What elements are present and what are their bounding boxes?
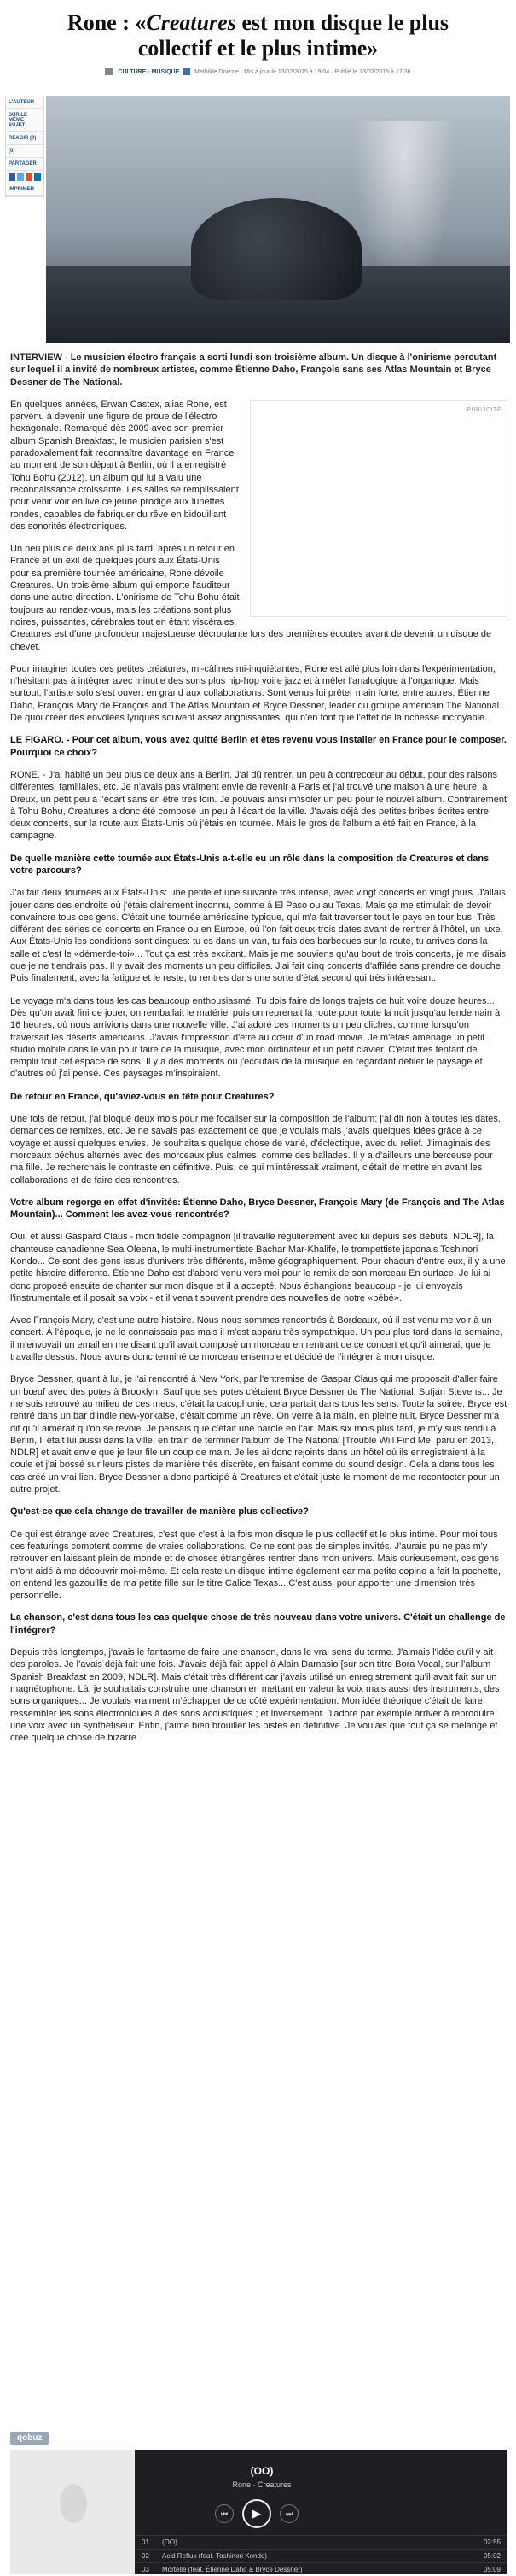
question-5: Qu'est-ce que cela change de travailler de manière plus collective?: [10, 1507, 309, 1518]
answer-3: Une fois de retour, j'ai bloqué deux mois pour me focaliser sur la composition de l'album: j'ai dit non à toutes les dates, demandes de remixes, etc. Je ne savais pas exactement ce que je voulais mais j'avais quelques idées grâce à ce voyage et aussi quelques envies. Je souhaitais quelque chose de varié, d'éclectique, avec du relief. J'imaginais des morceaux péchus alternés avec des morceaux plus calmes, comme des ballades. Il y a d'ailleurs une berceuse pour ma fille. Je recherchais le contraste en définitive. Puis, ce qui m'intéressait vraiment, c'était de mettre en avant les collaborations et de faire des rencontres.: [10, 1114, 501, 1186]
album-cover: [10, 2450, 135, 2574]
answer-5: Ce qui est étrange avec Creatures, c'est que c'est à la fois mon disque le plus collectif et le plus intime. Pour moi tous ces featurings comptent comme de vraies collaborations. Ce ne sont pas de simples invités. J'aurais pu ne pas m'y retrouver en laissant plein de monde et de choses étrangères rentrer dans mon univers. Mais curieusement, ces gens m'ont aidé à me découvrir moi-même. Et cela reste un disque intime également car ma petite copine a fait la pochette, on entend les gazouillis de ma petite fille sur le titre Calice Texas... C'est aussi pour apporter une dimension très personnelle.: [10, 1529, 502, 1601]
home-icon[interactable]: [105, 68, 113, 75]
previous-icon[interactable]: ⏮: [215, 2504, 234, 2523]
player-artist: Rone · Creatures: [232, 2480, 292, 2489]
question-6: La chanson, c'est dans tous les cas quelque chose de très nouveau dans votre univers. C'était un challenge de l'intégrer?: [10, 1612, 506, 1635]
player-controls: [215, 2499, 299, 2528]
music-player-widget: [10, 2429, 507, 2574]
play-icon[interactable]: ▶: [242, 2499, 271, 2528]
question-1: LE FIGARO. - Pour cet album, vous avez quitté Berlin et êtes revenu vous installer en France pour le composer. Pourquoi ce choix?: [10, 735, 507, 758]
question-3: De retour en France, qu'aviez-vous en tête pour Creatures?: [10, 1091, 275, 1102]
question-4: Votre album regorge en effet d'invités: Étienne Daho, Bryce Dessner, François Mary (de François and The Atlas Mountain)... Comment les avez-vous rencontrés?: [10, 1197, 505, 1221]
article: [0, 0, 516, 79]
ad-box: [250, 400, 507, 617]
crumb-culture[interactable]: CULTURE: [118, 68, 147, 75]
article-body: [10, 352, 507, 1754]
para-1: En quelques années, Erwan Castex, alias Rone, est parvenu à devenir une figure de proue de l'électro hexagonale. Remarqué dès 2009 avec son premier album Spanish Breakfast, le musicien parisien s'est paradoxalement fait reconnaître davantage en France au moment de son départ à Berlin, où il a enregistré Tohu Bohu (2012), un album qui lui a valu une reconnaissance croissante. Les salles se remplissaient pour venir voir en live ce jeune prodige aux lunettes rondes, capables de fabriquer du rêve en bidouillant des sonorités électroniques.: [10, 399, 239, 532]
track-row[interactable]: 03 Mortelle (feat. Étienne Daho & Bryce Dessner) 05:09: [135, 2562, 507, 2576]
answer-4b: Avec François Mary, c'est une autre histoire. Nous nous sommes rencontrés à Bordeaux, où il est venu me voir à un concert. À l'époque, je ne le connaissais pas mais il m'est apparu très sympathique. Un peu plus tard dans la semaine, il m'envoyait un email en me disant qu'il avait composé un morceau en rentrant de ce concert et qu'il aimerait que je travaille dessus. Nous avons donc terminé ce morceau ensemble et décidé de l'intégrer à mon disque.: [10, 1315, 503, 1363]
sidebar-reagir[interactable]: RÉAGIR (0): [6, 132, 43, 145]
twitter-icon[interactable]: [17, 173, 24, 181]
photo-subject: [191, 198, 362, 300]
sidebar-partager: PARTAGER: [6, 158, 43, 171]
qobuz-logo[interactable]: qobuz: [10, 2432, 49, 2445]
answer-4c: Bryce Dessner, quant à lui, je l'ai rencontré à New York, par l'entremise de Gaspar Claus qui me proposait d'aller faire un bœuf avec des potes à Brooklyn. Sauf que ses potes c'étaient Bryce Dessner de The National, Sufjan Stevens... Je me suis retrouvé au milieu de ces mecs, c'était la cacophonie, cela partait dans tous les sens. Toute la soirée, Bryce est rentré dans un bar d'Indie new-yorkaise, c'était comme un rêve. On verre à la main, en pleine nuit, Bryce Dessner m'a dit qu'il aimerait qu'on se revoie. Je pensais que c'était une parole en l'air. Mais six mois plus tard, je m'y suis rendu à Berlin, Il était lui aussi dans la ville, en train de terminer l'album de The National [Trouble Will Find Me, paru en 2013, NDLR] et avait envie que je leur file un coup de main. Je les ai donc rejoints dans un hôtel où ils enregistraient à la coule et j'ai bossé sur leurs pistes de manière très discrète, en faisant comme du sound design. Cela a dans tous les cas créé un vrai lien. Bryce Dessner a donc participé à Creatures et c'était juste le moment de me recontacter pour un autre projet.: [10, 1374, 507, 1495]
breadcrumb: CULTURE › MUSIQUE Mathilde Doiezie · Mis à jour le 13/02/2015 à 19:04 · Publié le 13/02/2015 à 17:36: [0, 67, 516, 79]
sidebar-auteur[interactable]: L'AUTEUR: [6, 96, 43, 109]
answer-6: Depuis très longtemps, j'avais le fantasme de faire une chanson, dans le vrai sens du terme. J'aimais l'idée qu'il y ait des paroles. Je l'avais déjà fait une fois. J'avais déjà fait appel à Alain Damasio [sur son titre Bora Vocal, sur l'album Spanish Breakfast en 2009, NDLR]. Mais c'était très différent car j'avais utilisé un enregistrement qu'il avait fait sur un magnétophone. Là, je souhaitais construire une chanson en mettant en valeur la voix mais aussi des instruments, des sons organiques... Je voulais vraiment m'échapper de ce côté expérimentation. Mon idée théorique c'était de faire ressembler les sons électroniques à des sons acoustiques ; et inversement. J'adore par exemple arriver à reproduire une voix avec un synthétiseur. Enfin, j'aime bien brouiller les pistes en définitive. Je voulais que tout ça se mélange et crée quelque chose de bizarre.: [10, 1647, 500, 1744]
track-list: [135, 2535, 507, 2576]
linkedin-icon[interactable]: [34, 173, 41, 181]
facebook-icon[interactable]: [9, 173, 15, 181]
sidebar: [5, 96, 44, 197]
sidebar-imprimer[interactable]: IMPRIMER: [6, 184, 43, 196]
share-icons: [6, 171, 43, 184]
player: [10, 2450, 507, 2574]
page-title: Rone : «Creatures est mon disque le plus collectif et le plus intime»: [67, 10, 449, 61]
crumb-musique[interactable]: MUSIQUE: [151, 68, 180, 75]
lead: INTERVIEW - Le musicien électro français a sorti lundi son troisième album. Un disque à l'onirisme percutant sur lequel il a invité de nombreux artistes, comme Étienne Daho, François sans ses Atlas Mountain et Bryce Dessner de The National.: [10, 353, 497, 388]
sidebar-sujet[interactable]: SUR LE MÊME SUJET: [6, 109, 43, 132]
ad-label: PUBLICITÉ: [467, 406, 502, 413]
author-icon: [183, 68, 190, 75]
sidebar-vous[interactable]: (0): [6, 145, 43, 158]
hero-photo: [46, 96, 510, 343]
track-row[interactable]: 01 (OO) 02:55: [135, 2535, 507, 2549]
player-title: (OO): [250, 2465, 274, 2477]
next-icon[interactable]: ⏭: [280, 2504, 299, 2523]
para-2: Un peu plus de deux ans plus tard, après un retour en France et un exil de quelques jours aux États-Unis pour sa première tournée américaine, Rone dévoile Creatures. Un troisième album qui emporte l'auditeur dans une autre direction. L'onirisme de Tohu Bohu était toujours au rendez-vous, mais les créations sont plus noires, puissantes, cérébrales tout en étant viscérales. Creatures est d'une profondeur majestueuse décroutante lors des premières écoutes avant de devenir un disque de chevet.: [10, 544, 492, 652]
cover-art: [60, 2484, 87, 2523]
track-row[interactable]: 02 Acid Reflux (feat. Toshinori Kondo) 05:02: [135, 2549, 507, 2562]
answer-2b: Le voyage m'a dans tous les cas beaucoup enthousiasmé. Tu dois faire de longs trajets de huit voire douze heures... Dès qu'on avait fini de jouer, on remballait le matériel puis on reprenait la route pour toute la nuit jusqu'au lendemain à 16 heures, où nous arrivions dans une nouvelle ville. J'ai adoré ces moments un peu clichés, comme lorsqu'on traversait les déserts américains. J'avais l'impression d'être au cœur d'un road movie. Je m'étais aménagé un petit studio mobile dans le van pour faire de la musique, avec mon ordinateur et un petit clavier. C'était très tentant de remplir tout cet espace de sons. Il y a des moments où j'écoutais de la musique en regardant défiler le paysage et d'autres où j'ai pensé. Ces paysages m'inspiraient.: [10, 995, 501, 1080]
answer-2: J'ai fait deux tournées aux États-Unis: une petite et une suivante très intense, avec vingt concerts en vingt jours. J'allais jouer dans des endroits où j'étais clairement inconnu, comme à El Paso ou au Texas. Mais ça me stimulait de devoir convaincre tous ces gens. C'était une tournée américaine typique, qui m'a fait traverser tout le pays en tour bus. Très différent des séries de concerts en France ou en Europe, où l'on fait deux-trois dates avant de rentrer à l'hôtel, un luxe. Aux États-Unis les conditions sont dingues: tu es dans un van, tu fais des barbecues sur la route, tu arrives dans la salle et c'est le «démerde-toi»... Tout ça est très excitant. Mais je me souviens qu'au bout de trois concerts, je me disais que je ne tiendrais pas. Il y avait des moments un peu difficiles. J'ai fait cinq concerts d'affilée sans prendre de douche. Puis finalement, avec la fatigue et le reste, tu rentres dans une sorte d'état second qui très intéressant.: [10, 888, 507, 984]
dates: Mis à jour le 13/02/2015 à 19:04 · Publié le 13/02/2015 à 17:36: [244, 68, 411, 75]
para-3: Pour imaginer toutes ces petites créatures, mi-câlines mi-inquiétantes, Rone est allé plus loin dans l'expérimentation, n'hésitant pas à intégrer avec minutie des sons plus hip-hop voire jazz et à mêler l'analogique à l'organique. Mais surtout, l'artiste solo s'est ouvert en grand aux collaborations. Sont venus lui prêter main forte, entre autres, Étienne Daho, François Mary de François and The Atlas Mountain et Bryce Dessner, leader du groupe américain The National. De quoi créer des envolées lyriques souvent assez angoissantes, qui n'en font que l'effet de la richesse incroyable.: [10, 663, 502, 724]
answer-4: Oui, et aussi Gaspard Claus - mon fidèle compagnon [il travaille régulièrement avec lui depuis ses débuts, NDLR], la chanteuse canadienne Sea Oleena, le multi-instrumentiste Bachar Mar-Khalife, le trompettiste japonais Toshinori Kondo... Ce sont des gens issus d'univers très différents, même géographiquement. Pour chacun d'entre eux, il y a une petite histoire différente. Étienne Daho est d'abord venu vers moi pour le remix de son morceau En surface. Je lui ai donc proposé ensuite de chanter sur mon disque et il a accepté. Nous échangions beaucoup - je lui envoyais l'instrumentale et il posait sa voix - et il venait souvent prendre des nouvelles de notre «bébé».: [10, 1232, 506, 1303]
question-2: De quelle manière cette tournée aux États-Unis a-t-elle eu un rôle dans la composition de Creatures et dans votre parcours?: [10, 853, 490, 876]
googleplus-icon[interactable]: [26, 173, 32, 181]
author-name[interactable]: Mathilde Doiezie: [194, 68, 239, 75]
answer-1: RONE. - J'ai habité un peu plus de deux ans à Berlin. J'ai dû rentrer, un peu à contrecœur au début, pour des raisons différentes: familiales, etc. Je n'avais pas vraiment envie de revenir à Paris et j'ai trouvé une maison à une heure, à Dreux, un petit peu à l'écart sans en être très loin. Je pouvais ainsi m'isoler un peu pour le nouvel album. Contrairement à Tohu Bohu, Creatures a donc été composé un peu à l'écart de la ville. J'avais déjà des petites bribes écrites entre deux concerts, sur la route aux États-Unis où j'étais en tournée. Mais le gros de l'album a été fait en France, à la campagne.: [10, 769, 507, 842]
